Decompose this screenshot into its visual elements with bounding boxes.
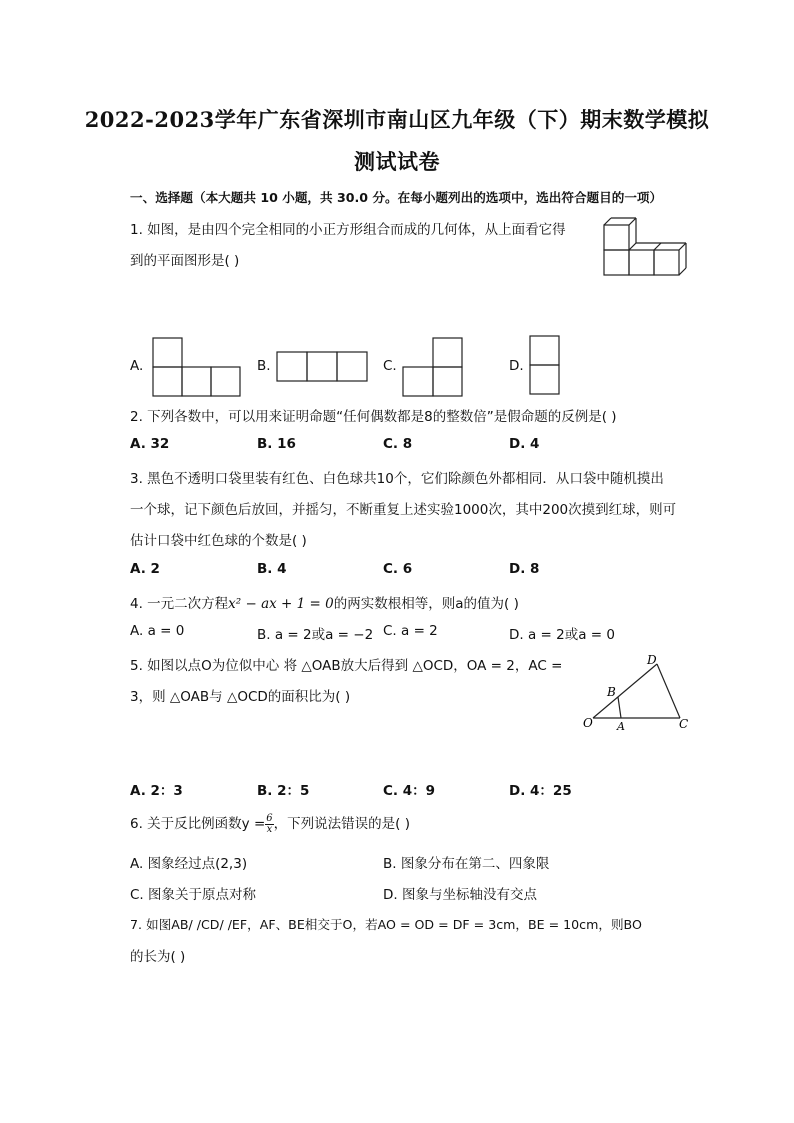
q5-text-line2: 3，则 △OAB与 △OCD的面积比为( ) (130, 689, 351, 705)
q3-text-line3: 估计口袋中红色球的个数是( ) (130, 533, 307, 549)
q1-text-line1: 1. 如图，是由四个完全相同的小正方形组合而成的几何体，从上面看它得 (130, 222, 566, 238)
q1-option-a-figure (152, 337, 242, 397)
page-title-line2: 测试试卷 (354, 149, 440, 174)
q2-option-b[interactable]: B. 16 (257, 436, 296, 452)
q5-option-c[interactable]: C. 4：9 (383, 783, 436, 799)
q5-label-c: C (679, 717, 689, 731)
q4-suffix: 的两实数根相等，则a的值为( ) (333, 596, 519, 612)
q2-text: 2. 下列各数中，可以用来证明命题“任何偶数都是8的整数倍”是假命题的反例是( ) (130, 409, 617, 425)
q6-option-c[interactable]: C. 图象关于原点对称 (130, 887, 257, 903)
q3-option-b[interactable]: B. 4 (257, 561, 287, 577)
q4-text (130, 592, 519, 612)
q1-option-a-label[interactable]: A. (130, 358, 144, 374)
q6-option-b[interactable]: B. 图象分布在第二、四象限 (383, 856, 550, 872)
q1-option-b-label[interactable]: B. (257, 358, 271, 374)
q1-cube-figure (600, 215, 692, 277)
q3-option-c[interactable]: C. 6 (383, 561, 413, 577)
page-title: 2022-2023学年广东省深圳市南山区九年级（下）期末数学模拟 (84, 107, 710, 132)
q5-option-b[interactable]: B. 2：5 (257, 783, 310, 799)
q5-triangle-figure (580, 652, 695, 734)
q4-equation: x² − ax + 1 = 0 (228, 596, 334, 612)
q4-option-b[interactable]: B. a = 2或a = −2 (257, 627, 374, 643)
q5-option-a[interactable]: A. 2：3 (130, 783, 183, 799)
q5-label-o: O (583, 716, 593, 730)
q1-option-b-figure (276, 351, 368, 382)
q6-option-d[interactable]: D. 图象与坐标轴没有交点 (383, 887, 537, 903)
q6-frac-num: 6 (266, 812, 273, 824)
q3-text-line1: 3. 黑色不透明口袋里装有红色、白色球共10个，它们除颜色外都相同．从口袋中随机摸出 (130, 471, 664, 487)
q6-fraction (265, 814, 273, 835)
q7-text-line1: 7. 如图AB/ /CD/ /EF，AF、BE相交于O，若AO = OD = DF = 3cm，BE = 10cm，则BO (130, 917, 642, 932)
q5-label-d: D (647, 653, 657, 667)
q6-prefix: 6. 关于反比例函数y = (130, 816, 266, 832)
q6-suffix: ，下列说法错误的是( ) (273, 816, 410, 832)
q5-option-d[interactable]: D. 4：25 (509, 783, 572, 799)
q3-option-a[interactable]: A. 2 (130, 561, 160, 577)
q1-option-d-figure (529, 335, 561, 395)
q1-option-c-label[interactable]: C. (383, 358, 397, 374)
q4-prefix: 4. 一元二次方程 (130, 596, 229, 612)
q5-text-line1: 5. 如图以点O为位似中心 将 △OAB放大后得到 △OCD，OA = 2，AC = (130, 658, 563, 674)
q6-frac-den: x (266, 823, 273, 835)
q5-label-a: A (617, 720, 625, 733)
q5-label-b: B (607, 685, 616, 699)
q4-option-c[interactable]: C. a = 2 (383, 623, 438, 639)
section-heading: 一、选择题（本大题共 10 小题，共 30.0 分。在每小题列出的选项中，选出符合题目的一项） (130, 190, 663, 205)
q6-text (130, 812, 410, 835)
q7-text-line2: 的长为( ) (130, 949, 186, 965)
q4-option-d[interactable]: D. a = 2或a = 0 (509, 627, 615, 643)
q1-option-c-figure (402, 337, 464, 397)
q6-option-a[interactable]: A. 图象经过点(2,3) (130, 856, 248, 872)
q2-option-d[interactable]: D. 4 (509, 436, 540, 452)
q1-option-d-label[interactable]: D. (509, 358, 524, 374)
q2-option-c[interactable]: C. 8 (383, 436, 413, 452)
q1-text-line2: 到的平面图形是( ) (130, 253, 240, 269)
q3-option-d[interactable]: D. 8 (509, 561, 540, 577)
q3-text-line2: 一个球，记下颜色后放回，并摇匀，不断重复上述实验1000次，其中200次摸到红球，则可 (130, 502, 677, 518)
q2-option-a[interactable]: A. 32 (130, 436, 170, 452)
q4-option-a[interactable]: A. a = 0 (130, 623, 185, 639)
